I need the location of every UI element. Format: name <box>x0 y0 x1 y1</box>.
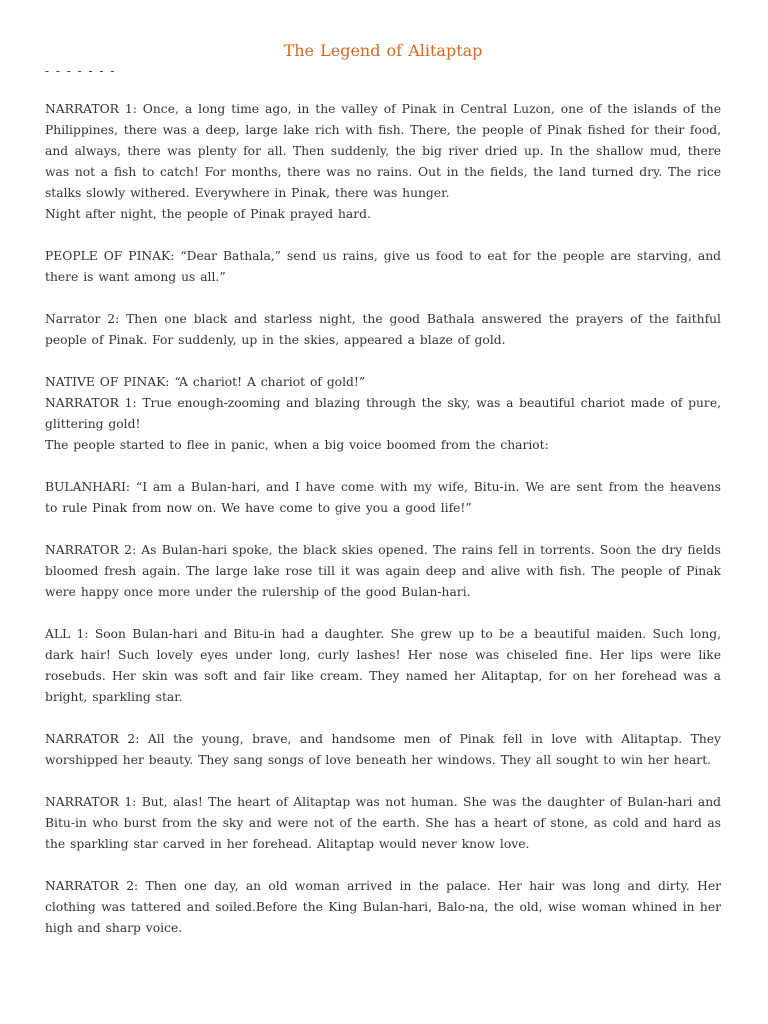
paragraph-line: The people started to flee in panic, when a big voice boomed from the chariot: <box>45 438 549 452</box>
document-page <box>45 40 721 960</box>
paragraph-block <box>45 372 721 456</box>
paragraph-block <box>45 309 721 351</box>
paragraph-block <box>45 624 721 708</box>
paragraph-line: NARRATOR 1: Once, a long time ago, in the valley of Pinak in Central Luzon, one of the islands of the Philippines, there was a deep, large lake rich with fish. There, the people of Pinak fished for their food, and always, there was plenty for all. Then suddenly, the big river dried up. In the shallow mud, there was not a fish to catch! For months, there was no rains. Out in the fields, the land turned dry. The rice stalks slowly withered. Everywhere in Pinak, there was hunger. <box>45 102 721 200</box>
paragraph-line: ALL 1: Soon Bulan-hari and Bitu-in had a daughter. She grew up to be a beautiful maiden. Such long, dark hair! Such lovely eyes under long, curly lashes! Her nose was chiseled fine. Her lips were like rosebuds. Her skin was soft and fair like cream. They named her Alitaptap, for on her forehead was a bright, sparkling star. <box>45 627 721 704</box>
title-divider: - - - - - - - <box>45 64 116 78</box>
paragraph-block <box>45 540 721 603</box>
paragraph-block <box>45 477 721 519</box>
paragraph-line: BULANHARI: “I am a Bulan-hari, and I have come with my wife, Bitu-in. We are sent from the heavens to rule Pinak from now on. We have come to give you a good life!” <box>45 480 721 515</box>
paragraph-line: NARRATOR 2: All the young, brave, and handsome men of Pinak fell in love with Alitaptap. They worshipped her beauty. They sang songs of love beneath her windows. They all sought to win her heart. <box>45 732 721 767</box>
paragraph-line: NARRATOR 1: But, alas! The heart of Alitaptap was not human. She was the daughter of Bulan-hari and Bitu-in who burst from the sky and were not of the earth. She has a heart of stone, as cold and hard as the sparkling star carved in her forehead. Alitaptap would never know love. <box>45 795 721 851</box>
paragraph-block <box>45 876 721 939</box>
paragraph-line: Narrator 2: Then one black and starless night, the good Bathala answered the prayers of the faithful people of Pinak. For suddenly, up in the skies, appeared a blaze of gold. <box>45 312 721 347</box>
paragraph-block <box>45 729 721 771</box>
paragraph-line: NARRATOR 1: True enough-zooming and blazing through the sky, was a beautiful chariot made of pure, glittering gold! <box>45 396 721 431</box>
paragraph-line: NARRATOR 2: As Bulan-hari spoke, the black skies opened. The rains fell in torrents. Soon the dry fields bloomed fresh again. The large lake rose till it was again deep and alive with fish. The people of Pinak were happy once more under the rulership of the good Bulan-hari. <box>45 543 721 599</box>
document-title: The Legend of Alitaptap <box>283 41 483 60</box>
paragraph-block <box>45 99 721 225</box>
paragraph-block <box>45 792 721 855</box>
paragraph-line: PEOPLE OF PINAK: “Dear Bathala,” send us rains, give us food to eat for the people are starving, and there is want among us all.” <box>45 249 721 284</box>
paragraph-line: NATIVE OF PINAK: “A chariot! A chariot of gold!” <box>45 375 366 389</box>
paragraph-block <box>45 246 721 288</box>
paragraph-line: Night after night, the people of Pinak prayed hard. <box>45 207 371 221</box>
paragraph-line: NARRATOR 2: Then one day, an old woman arrived in the palace. Her hair was long and dirty. Her clothing was tattered and soiled.Before the King Bulan-hari, Balo-na, the old, wise woman whined in her high and sharp voice. <box>45 879 721 935</box>
